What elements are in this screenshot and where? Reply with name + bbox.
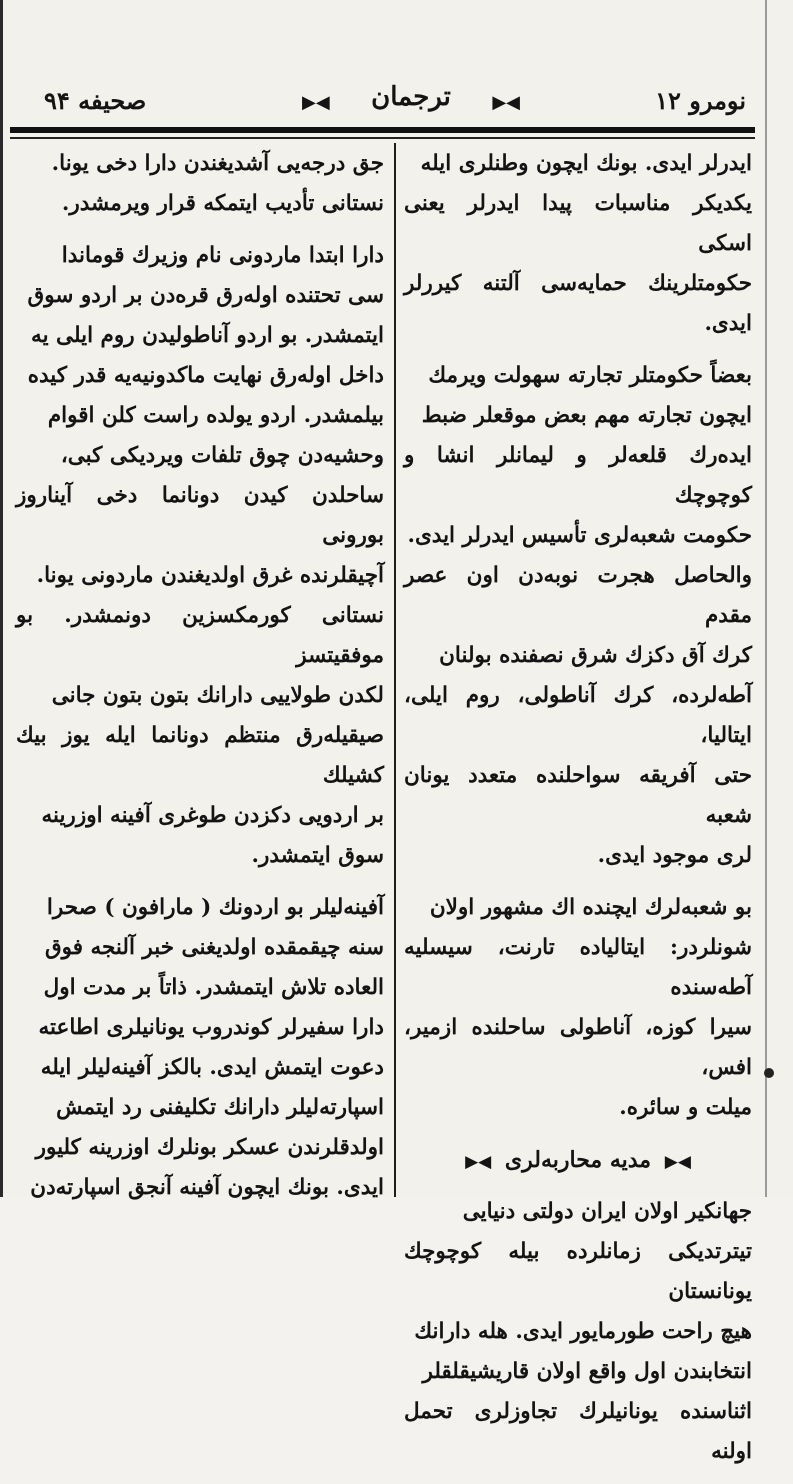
- header-rule-thin: [10, 137, 755, 139]
- ornament-icon: ◀▶: [664, 1152, 691, 1172]
- paragraph: بعضاً حکومتلر تجارته سهولت ویرمك ایچون تجارته مهم بعض موقعلر ضبط ایده‌رك قلعه‌لر و لیمانلر انشا و کوچوچك حکومت شعبه‌لری تأسیس ایدرلر ایدی. والحاصل هجرت نوبه‌دن اون عصر مقدم کرك آق دکزك شرق نصفنده بولنان آطه‌لرده، کرك آناطولی، روم ایلی، ایتالیا، حتی آفریقه سواحلنده متعدد یونان شعبه لری موجود ایدی.: [404, 363, 752, 868]
- issue-number: نومرو ۱۲: [655, 86, 746, 115]
- ornament-left-icon: ◀▶: [302, 92, 330, 113]
- section-heading: [404, 1140, 752, 1182]
- page-left-edge: [0, 0, 3, 1197]
- paragraph: دارا ابتدا ماردونی نام وزیرك قوماندا سی تحتنده اوله‌رق قره‌دن بر اردو سوق ایتمشدر. بو اردو آناطولیدن روم ایلی یه داخل اوله‌رق نهایت ماکدونیه‌یه قدر کیده بیلمشدر. اردو یولده راست کلن اقوام وحشیه‌دن چوق تلفات ویردیکی کبی، ساحلدن کیدن دونانما دخی آیناروز بورونی آچیقلرنده غرق اولدیغندن ماردونی یونا. نستانی کورمکسزین دونمشدر. بو موفقیتسز لکدن طولاییی دارانك بتون بتون جانی صیقیله‌رق منتظم دونانما ایله یوز بیك کشیلك بر اردویی دکزدن طوغری آفینه اوزرینه سوق ایتمشدر.: [16, 243, 384, 868]
- masthead-title-text: ترجمان: [371, 82, 451, 112]
- left-column: [16, 144, 384, 1220]
- page-number: صحیفه ۹۴: [44, 86, 147, 115]
- paragraph: جهانکیر اولان ایران دولتی دنیایی تیترتدیکی زمانلرده بیله کوچوچك یونانستان هیچ راحت طورمایور ایدی. هله دارانك انتخابندن اول واقع اولان قاریشیقلقلر اثناسنده یونانیلرك تجاوزلری تحمل اولنه: [404, 1199, 752, 1464]
- column-divider: [394, 143, 396, 1197]
- ornament-right-icon: ◀▶: [492, 92, 520, 113]
- section-heading-text: مدیه محاربه‌لری: [504, 1147, 652, 1173]
- ornament-icon: ◀▶: [465, 1152, 492, 1172]
- header-rule-thick: [10, 127, 755, 133]
- paragraph: جق درجه‌یی آشدیغندن دارا دخی یونا. نستانی تأدیب ایتمکه قرار ویرمشدر.: [51, 151, 384, 216]
- page-right-edge: [765, 0, 767, 1197]
- masthead-title: [302, 82, 520, 113]
- page-header: [26, 82, 766, 132]
- right-column: [404, 144, 752, 1484]
- paragraph: آفینه‌لیلر بو اردونك ( مارافون ) صحرا سنه چیقمقده اولدیغنی خبر آلنجه فوق العاده تلاش ایتمشدر. ذاتاً بر مدت اول دارا سفیرلر کوندروب یونانیلری اطاعته دعوت ایتمش ایدی. بالکز آفینه‌لیلر ایله اسپارته‌لیلر دارانك تکلیفنی رد ایتمش اولدقلرندن عسکر بونلرك اوزرینه کلیور ایدی. بونك ایچون آفینه آنجق اسپارته‌دن: [30, 895, 384, 1200]
- paragraph: بو شعبه‌لرك ایچنده اك مشهور اولان شونلردر: ایتالیاده تارنت، سیسلیه آطه‌سنده سیرا کوزه، آناطولی ساحلنده ازمیر، افس، میلت و سائره.: [404, 895, 752, 1120]
- ink-spot: [764, 1068, 774, 1078]
- paragraph: ایدرلر ایدی. بونك ایچون وطنلری ایله یکدیکر مناسبات پیدا ایدرلر یعنی اسکی حکومتلرینك حمایه‌سی آلتنه کیررلر ایدی.: [404, 151, 752, 336]
